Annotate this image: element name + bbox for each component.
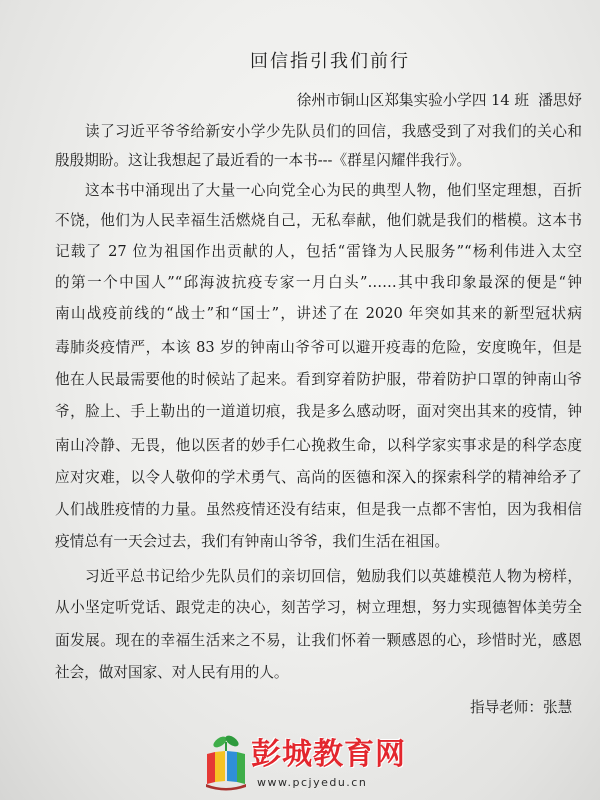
book-icon: [203, 732, 249, 792]
signature: 指导老师：张慧: [470, 699, 573, 716]
page-title: 回信指引我们前行: [250, 51, 410, 72]
text-line: 应对灾难，以令人敬仰的学术勇气、高尚的医德和深入的探索科学的精神给矛了: [55, 469, 582, 486]
text-line: 毒肺炎疫情严，本该 83 岁的钟南山爷爷可以避开疫毒的危险，安度晚年，但是: [55, 339, 582, 356]
text-line: 南山战疫前线的“战士”和“国士”，讲述了在 2020 年突如其来的新型冠状病: [55, 305, 582, 322]
text-line: 这本书中涌现出了大量一心向党全心为民的典型人物，他们坚定理想，百折: [85, 182, 582, 199]
text-line: 从小坚定听党话、跟党走的决心，刻苦学习，树立理想，努力实现德智体美劳全: [55, 599, 582, 616]
text-line: 面发展。现在的幸福生活来之不易，让我们怀着一颗感恩的心，珍惜时光，感恩: [55, 632, 582, 649]
text-line: 记载了 27 位为祖国作出贡献的人，包括“雷锋为人民服务”“杨利伟进入太空: [55, 243, 582, 260]
text-line: 爷，脸上、手上勒出的一道道切痕，我是多么感动呀，面对突出其来的疫情，钟: [55, 403, 582, 420]
author-line: 徐州市铜山区郑集实验小学四 14 班 潘思妤: [296, 92, 582, 109]
text-line: 社会，做对国家、对人民有用的人。: [55, 664, 289, 681]
watermark-site-name: 彭城教育网: [251, 737, 406, 772]
watermark: [203, 732, 406, 794]
text-line: 人们战胜疫情的力量。虽然疫情还没有结束，但是我一点都不害怕，因为我相信: [55, 501, 582, 518]
watermark-url: www.pcjyedu.cn: [257, 776, 368, 789]
text-line: 他在人民最需要他的时候站了起来。看到穿着防护服，带着防护口罩的钟南山爷: [55, 371, 582, 388]
text-line: 疫情总有一天会过去，我们有钟南山爷爷，我们生活在祖国。: [55, 533, 450, 550]
text-line: 习近平总书记给少先队员们的亲切回信，勉励我们以英雄模范人物为榜样，: [85, 568, 582, 585]
text-line: 南山冷静、无畏，他以医者的妙手仁心挽救生命，以科学家实事求是的科学态度: [55, 437, 582, 454]
text-line: 不饶，他们为人民幸福生活燃烧自己，无私奉献，他们就是我们的楷模。这本书: [55, 212, 582, 229]
text-line: 的第一个中国人”“邱海波抗疫专家一月白头”……其中我印象最深的便是“钟: [55, 274, 582, 291]
text-line: 读了习近平爷爷给新安小学少先队员们的回信，我感受到了对我们的关心和: [85, 123, 582, 140]
text-line: 殷殷期盼。这让我想起了最近看的一本书---《群星闪耀伴我行》。: [55, 152, 472, 169]
